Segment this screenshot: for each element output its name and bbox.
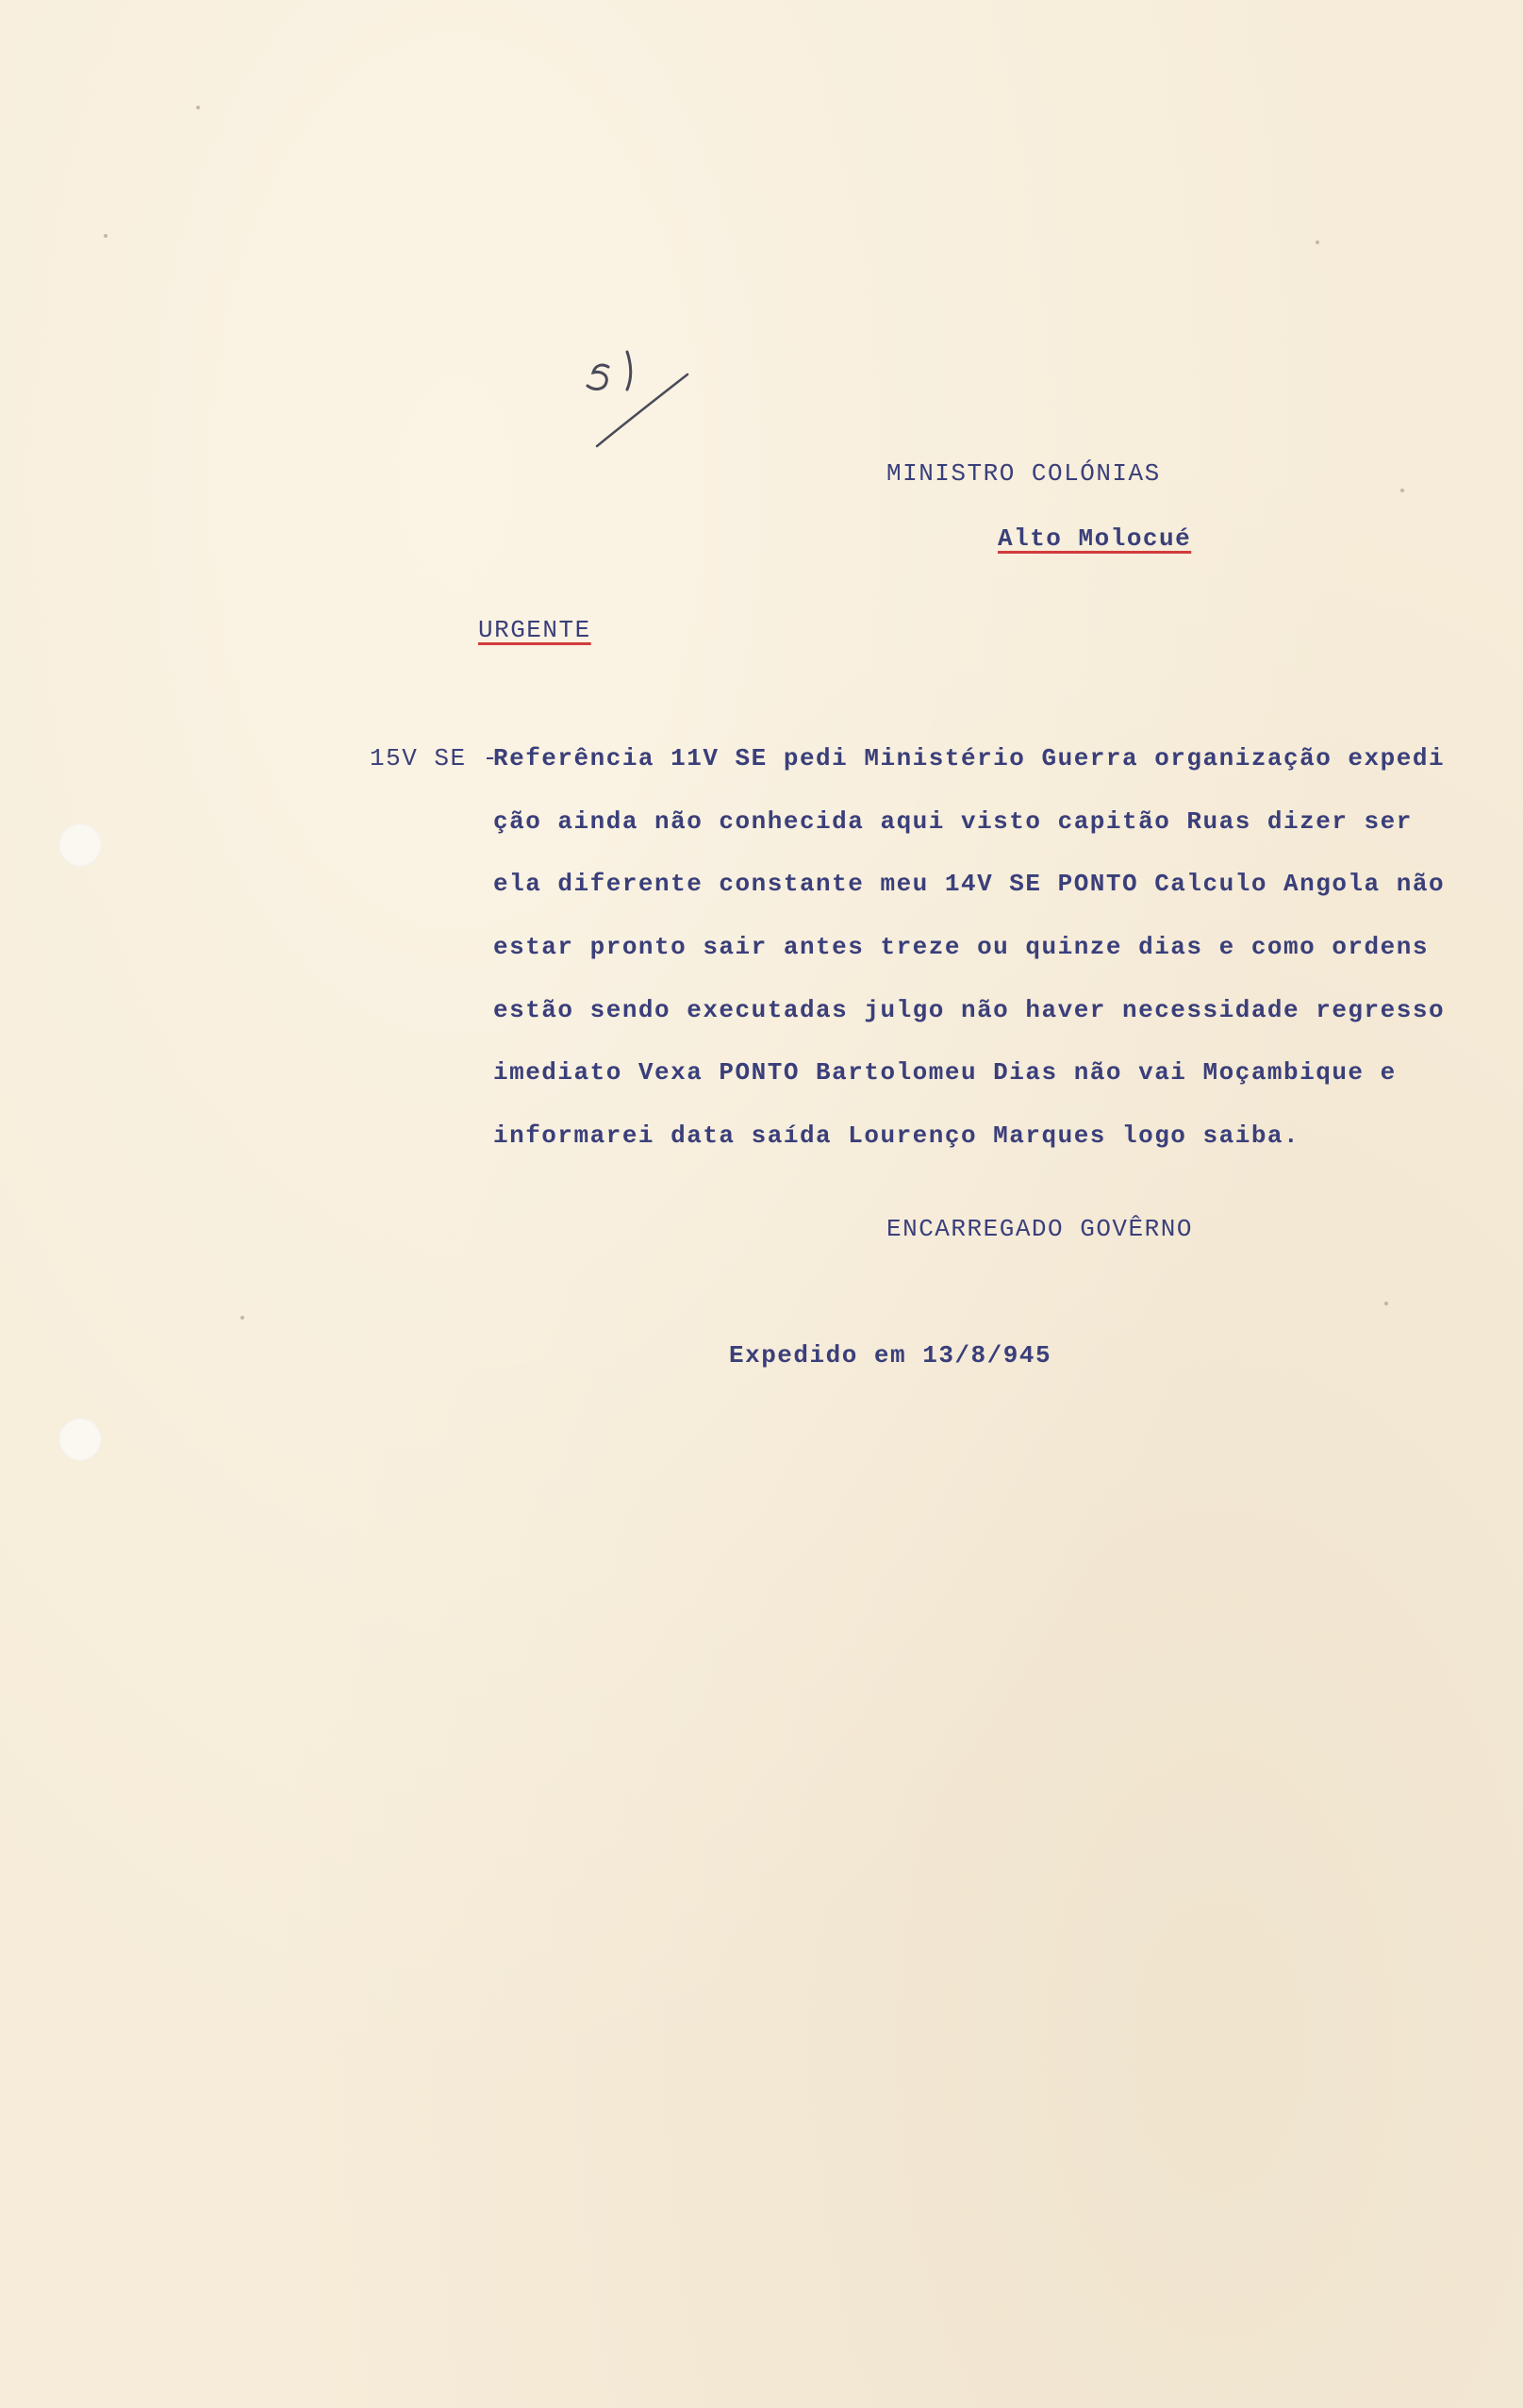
- punch-hole: [58, 1418, 102, 1461]
- message-line: ela diferente constante meu 14V SE PONTO Calculo Angola não: [493, 870, 1446, 898]
- paper-speck: [104, 234, 108, 238]
- message-reference: 15V SE -: [370, 744, 499, 772]
- paper-speck: [1400, 489, 1404, 492]
- paper-speck: [1384, 1302, 1388, 1305]
- punch-hole: [58, 823, 102, 867]
- message-line: Referência 11V SE pedi Ministério Guerra organização expedi: [493, 744, 1446, 772]
- dispatch-note: Expedido em 13/8/945: [729, 1341, 1052, 1370]
- paper-speck: [1316, 241, 1319, 244]
- signature-line: ENCARREGADO GOVÊRNO: [886, 1215, 1193, 1243]
- location-heading: Alto Molocué: [998, 524, 1192, 553]
- urgency-marker: URGENTE: [478, 616, 591, 644]
- handwritten-page-number: [580, 335, 693, 457]
- paper-speck: [196, 106, 200, 109]
- message-line: informarei data saída Lourenço Marques logo saiba.: [493, 1121, 1300, 1150]
- message-line: ção ainda não conhecida aqui visto capitão Ruas dizer ser: [493, 807, 1413, 836]
- message-line: imediato Vexa PONTO Bartolomeu Dias não vai Moçambique e: [493, 1058, 1397, 1087]
- paper-speck: [240, 1316, 244, 1320]
- recipient-heading: MINISTRO COLÓNIAS: [886, 459, 1161, 488]
- message-line: estão sendo executadas julgo não haver necessidade regresso: [493, 996, 1446, 1024]
- message-line: estar pronto sair antes treze ou quinze dias e como ordens: [493, 933, 1429, 961]
